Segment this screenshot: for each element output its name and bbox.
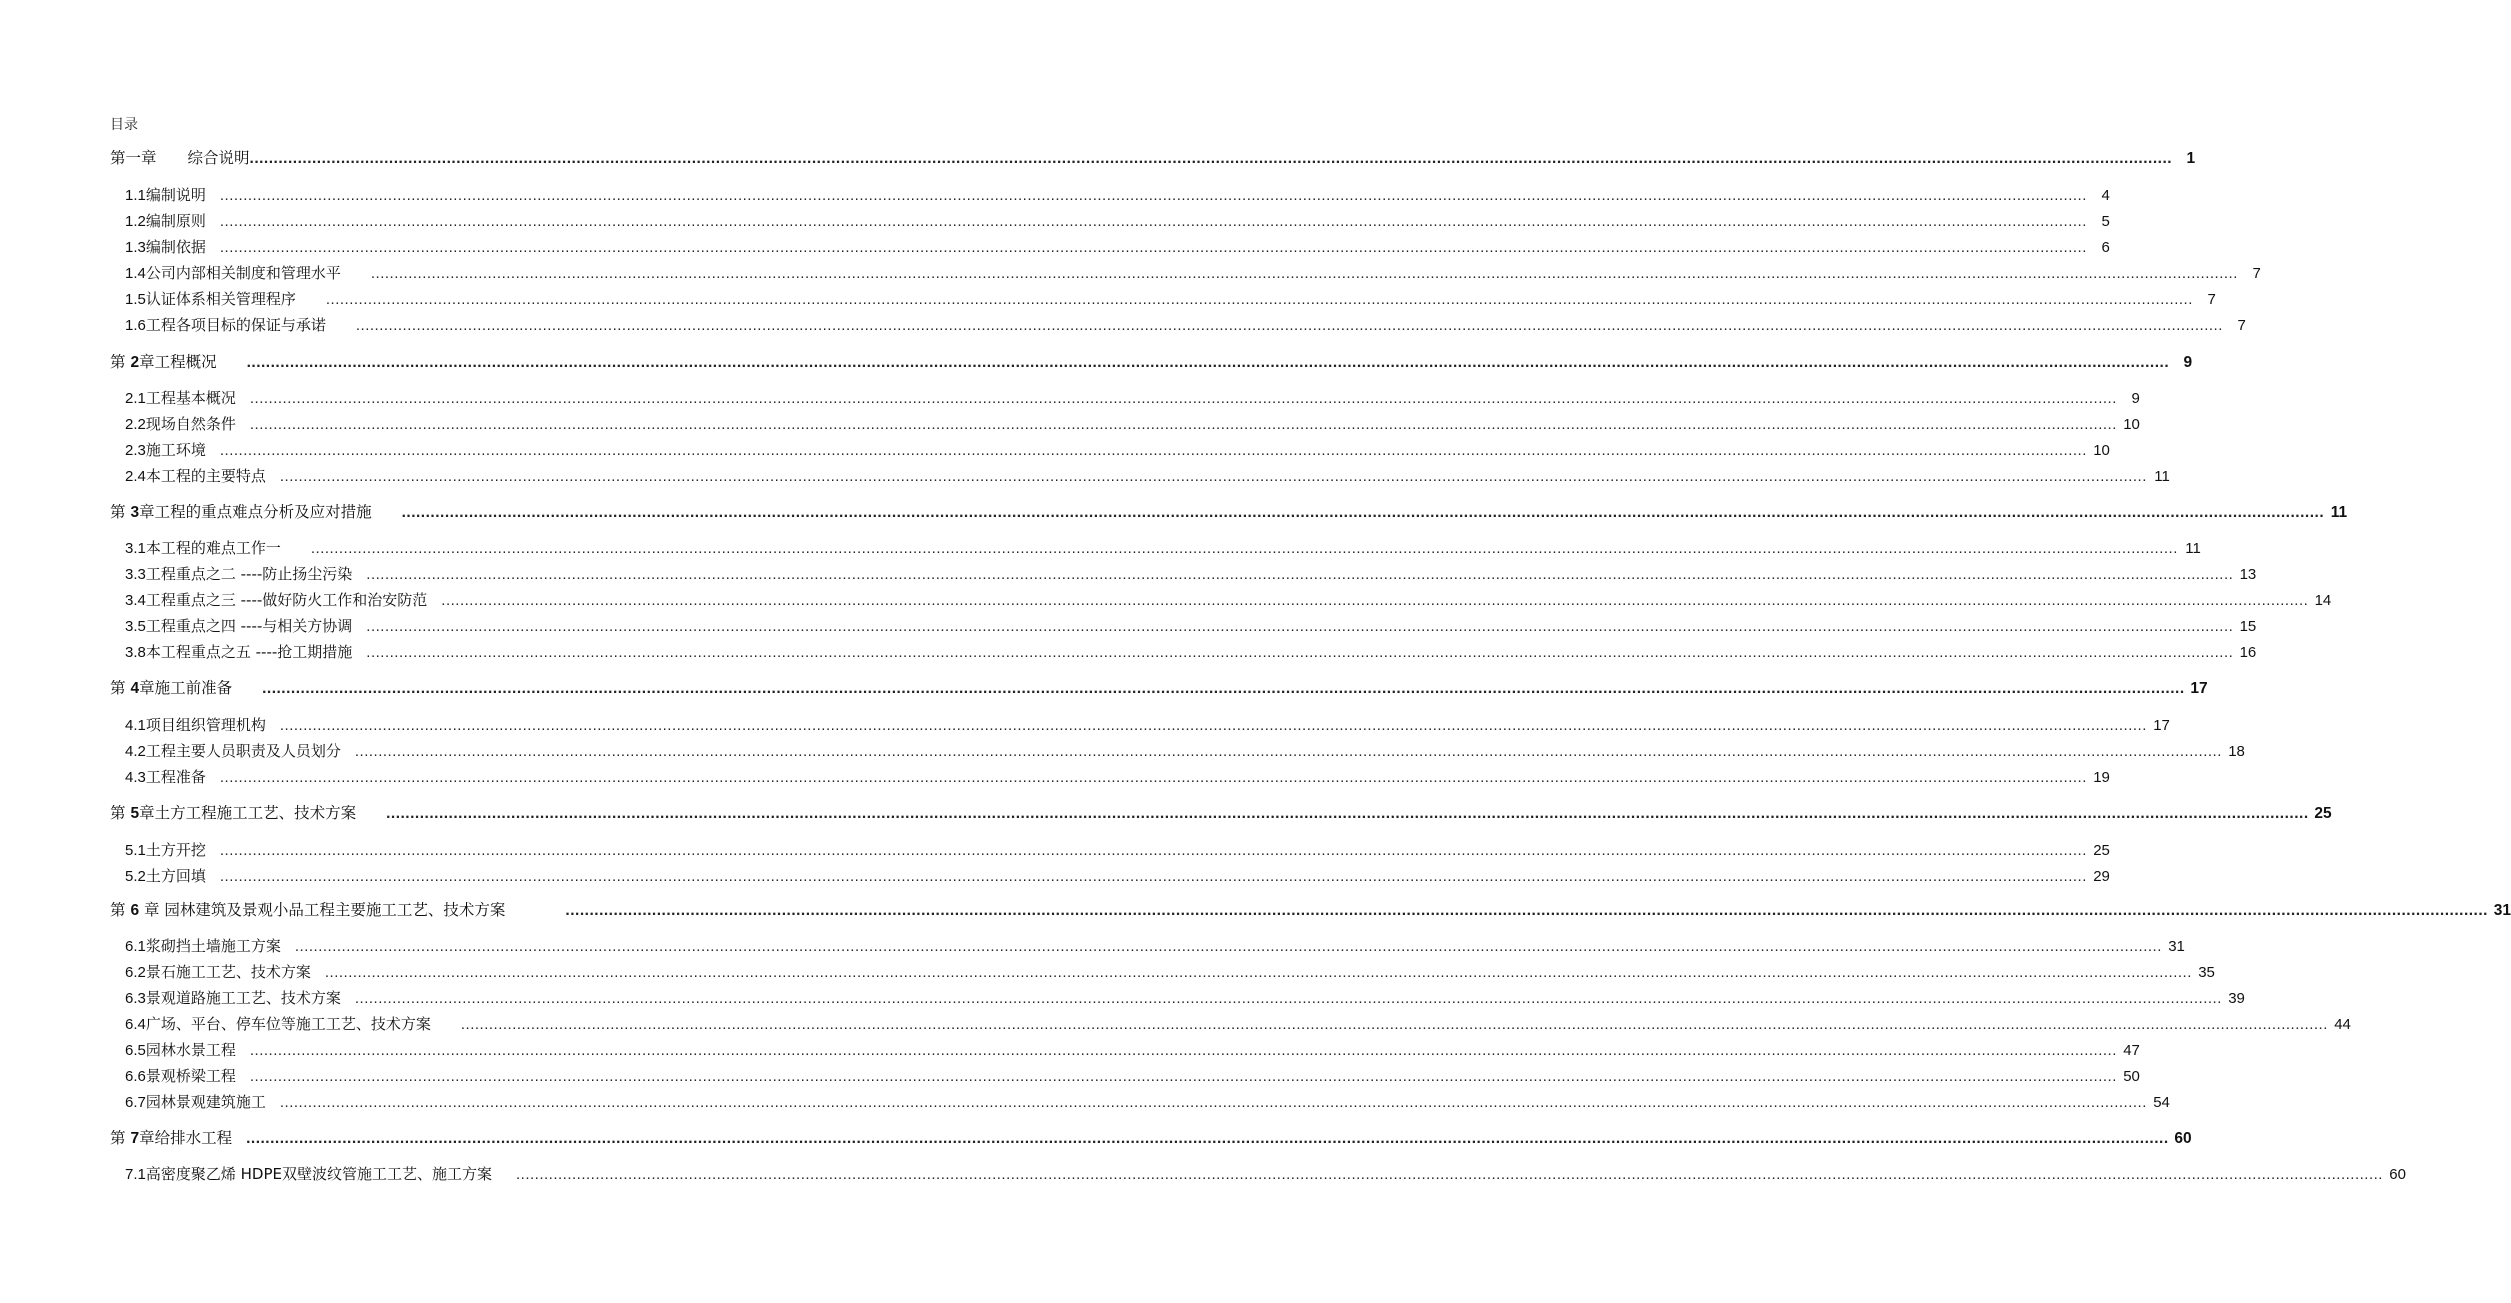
- toc-entry-number: 6.5: [125, 1042, 146, 1059]
- toc-entry-title: 施工环境: [145, 441, 206, 459]
- toc-page-number: 9: [2131, 390, 2140, 407]
- dot-leader: ................................................................................................................................................................................................................................................................................................................................................................................................................: [249, 1068, 2117, 1085]
- toc-entry-title: 项目组织管理机构: [145, 716, 266, 734]
- toc-entry-number: 2.3: [125, 442, 146, 459]
- toc-entry-label: [110, 148, 250, 168]
- toc-page-number: 11: [2330, 504, 2348, 521]
- toc-chapter-entry[interactable]: [110, 1128, 2192, 1148]
- toc-entry-number: 6.2: [125, 964, 146, 981]
- toc-chapter-entry[interactable]: [110, 900, 2511, 920]
- toc-page-number: 15: [2239, 618, 2257, 635]
- toc-entry-label: 第 7章给排水工程: [110, 1129, 233, 1147]
- dot-leader: ................................................................................................................................................................................................................................................................................................................................................................................................................: [279, 468, 2147, 485]
- toc-entry-number: 3.5: [125, 618, 146, 635]
- toc-entry-label: [125, 1164, 492, 1185]
- toc-page-number: 19: [2093, 769, 2110, 786]
- toc-entry-label: [125, 1014, 431, 1035]
- toc-page-number: 47: [2123, 1042, 2140, 1059]
- toc-section-entry[interactable]: [125, 289, 2216, 309]
- toc-heading: 目录: [110, 117, 138, 133]
- toc-entry-number: 1.6: [125, 317, 146, 334]
- toc-page-number: 17: [2190, 680, 2208, 697]
- dot-leader: ................................................................................................................................................................................................................................................................................................................................................................................................................: [279, 1094, 2147, 1111]
- dot-leader: ................................................................................................................................................................................................................................................................................................................................................................................................................: [460, 1016, 2328, 1033]
- toc-entry-number: 6.4: [125, 1016, 146, 1033]
- toc-entry-label: [125, 715, 266, 736]
- toc-entry-title: 土方开挖: [145, 841, 206, 859]
- toc-page-number: 25: [2093, 842, 2110, 859]
- toc-page-number: 39: [2228, 990, 2245, 1007]
- toc-section-entry[interactable]: [125, 741, 2245, 761]
- toc-section-entry[interactable]: [125, 1014, 2351, 1034]
- toc-chapter-entry[interactable]: [110, 502, 2348, 522]
- toc-page-number: 29: [2093, 868, 2110, 885]
- dot-leader: ................................................................................................................................................................................................................................................................................................................................................................................................................: [370, 265, 2238, 282]
- dot-leader: ................................................................................................................................................................................................................................................................................................................................................................................................................: [355, 317, 2223, 334]
- toc-entry-label: [125, 263, 341, 284]
- toc-section-entry[interactable]: [125, 1066, 2140, 1086]
- toc-entry-label: [125, 1040, 236, 1061]
- dot-leader: ................................................................................................................................................................................................................................................................................................................................................................................................................: [262, 680, 2185, 697]
- toc-section-entry[interactable]: [125, 1164, 2406, 1184]
- toc-page-number: 1: [2186, 150, 2196, 167]
- toc-entry-label: [125, 1092, 266, 1113]
- toc-entry-number: 4.1: [125, 717, 146, 734]
- toc-entry-number: 1.2: [125, 213, 146, 230]
- toc-entry-title: 工程各项目标的保证与承诺: [145, 316, 326, 334]
- toc-page-number: 4: [2101, 187, 2110, 204]
- toc-entry-label: [125, 616, 352, 637]
- toc-entry-label: [125, 866, 206, 887]
- toc-section-entry[interactable]: [125, 388, 2140, 408]
- toc-entry-label: [125, 440, 206, 461]
- toc-page-number: 6: [2101, 239, 2110, 256]
- toc-page-number: 18: [2228, 743, 2245, 760]
- toc-entry-title: 广场、平台、停车位等施工工艺、技术方案: [145, 1015, 431, 1033]
- dot-leader: ................................................................................................................................................................................................................................................................................................................................................................................................................: [310, 540, 2178, 557]
- toc-entry-label: [125, 315, 326, 336]
- dot-leader: ................................................................................................................................................................................................................................................................................................................................................................................................................: [219, 187, 2087, 204]
- toc-entry-number: 1.5: [125, 291, 146, 308]
- dot-leader: ................................................................................................................................................................................................................................................................................................................................................................................................................: [219, 842, 2087, 859]
- toc-entry-number: 4.2: [125, 743, 146, 760]
- dot-leader: ................................................................................................................................................................................................................................................................................................................................................................................................................: [354, 743, 2222, 760]
- toc-entry-number: 7: [130, 1130, 140, 1147]
- toc-entry-label: [125, 388, 236, 409]
- toc-entry-title: 工程主要人员职责及人员划分: [145, 742, 341, 760]
- toc-page-number: 14: [2314, 592, 2332, 609]
- toc-entry-label: [125, 185, 206, 206]
- toc-entry-number: 2.1: [125, 390, 146, 407]
- toc-entry-number: 5.1: [125, 842, 146, 859]
- toc-entry-title: 景观桥梁工程: [145, 1067, 236, 1085]
- toc-entry-title: 工程基本概况: [145, 389, 236, 407]
- dot-leader: ................................................................................................................................................................................................................................................................................................................................................................................................................: [386, 805, 2309, 822]
- dot-leader: ................................................................................................................................................................................................................................................................................................................................................................................................................: [366, 618, 2234, 635]
- toc-entry-title: 现场自然条件: [145, 415, 236, 433]
- toc-entry-title: 编制原则: [145, 212, 206, 230]
- toc-section-entry[interactable]: [125, 1040, 2140, 1060]
- toc-page-number: 31: [2168, 938, 2185, 955]
- dot-leader: ................................................................................................................................................................................................................................................................................................................................................................................................................: [366, 566, 2234, 583]
- toc-chapter-entry[interactable]: [110, 148, 2196, 168]
- toc-chapter-entry[interactable]: [110, 803, 2332, 823]
- toc-entry-label: [125, 767, 206, 788]
- toc-entry-number: 3.1: [125, 540, 146, 557]
- toc-page-number: 10: [2123, 416, 2140, 433]
- dot-leader: ................................................................................................................................................................................................................................................................................................................................................................................................................: [401, 504, 2325, 521]
- toc-entry-number: 6.6: [125, 1068, 146, 1085]
- dot-leader: ................................................................................................................................................................................................................................................................................................................................................................................................................: [294, 938, 2162, 955]
- toc-entry-title: 景观道路施工工艺、技术方案: [145, 989, 341, 1007]
- toc-page-number: 5: [2101, 213, 2110, 230]
- toc-page-number: 60: [2174, 1130, 2192, 1147]
- toc-section-entry[interactable]: [125, 564, 2257, 584]
- toc-entry-title: 认证体系相关管理程序: [145, 290, 296, 308]
- toc-entry-title: 本工程的主要特点: [145, 467, 266, 485]
- dot-leader: ................................................................................................................................................................................................................................................................................................................................................................................................................: [249, 390, 2117, 407]
- toc-entry-title: 第一章 综合说明: [110, 149, 250, 167]
- dot-leader: ................................................................................................................................................................................................................................................................................................................................................................................................................: [219, 442, 2087, 459]
- toc-section-entry[interactable]: [125, 538, 2201, 558]
- toc-entry-label: [125, 741, 341, 762]
- toc-entry-number: 1.4: [125, 265, 146, 282]
- dot-leader: ................................................................................................................................................................................................................................................................................................................................................................................................................: [565, 902, 2488, 919]
- toc-entry-number: 2.4: [125, 468, 146, 485]
- dot-leader: ................................................................................................................................................................................................................................................................................................................................................................................................................: [366, 644, 2234, 661]
- toc-entry-number: 3.4: [125, 592, 146, 609]
- toc-entry-title: 章工程概况: [139, 353, 217, 371]
- toc-entry-title: 园林水景工程: [145, 1041, 236, 1059]
- toc-page-number: 7: [2237, 317, 2246, 334]
- toc-page-number: 50: [2123, 1068, 2140, 1085]
- toc-entry-label: [125, 988, 341, 1009]
- toc-entry-label: [125, 642, 352, 663]
- toc-entry-label: [125, 538, 281, 559]
- toc-section-entry[interactable]: [125, 237, 2110, 257]
- toc-entry-title: 编制说明: [145, 186, 206, 204]
- toc-entry-number: 1.1: [125, 187, 146, 204]
- toc-section-entry[interactable]: [125, 715, 2170, 735]
- toc-entry-title: 公司内部相关制度和管理水平: [145, 264, 341, 282]
- toc-page-number: 13: [2239, 566, 2257, 583]
- toc-section-entry[interactable]: [125, 263, 2261, 283]
- toc-entry-number: 6: [130, 902, 140, 919]
- dot-leader: ................................................................................................................................................................................................................................................................................................................................................................................................................: [279, 717, 2147, 734]
- toc-page-number: 7: [2207, 291, 2216, 308]
- toc-entry-number: 3.8: [125, 644, 146, 661]
- dot-leader: ................................................................................................................................................................................................................................................................................................................................................................................................................: [219, 868, 2087, 885]
- toc-entry-number: 4: [130, 680, 140, 697]
- toc-section-entry[interactable]: [125, 414, 2140, 434]
- toc-entry-number: 6.1: [125, 938, 146, 955]
- toc-entry-number: 3.3: [125, 566, 146, 583]
- toc-entry-label: [125, 414, 236, 435]
- toc-entry-label: 第 2章工程概况: [110, 353, 217, 371]
- toc-section-entry[interactable]: [125, 962, 2215, 982]
- toc-entry-label: [125, 466, 266, 487]
- toc-entry-label: [125, 1066, 236, 1087]
- toc-page-number: 25: [2314, 805, 2332, 822]
- dot-leader: ................................................................................................................................................................................................................................................................................................................................................................................................................: [354, 990, 2222, 1007]
- toc-page-number: 9: [2183, 354, 2193, 371]
- toc-section-entry[interactable]: [125, 988, 2245, 1008]
- toc-section-entry[interactable]: [125, 642, 2257, 662]
- toc-entry-number: 7.1: [125, 1166, 146, 1183]
- toc-entry-title: 章给排水工程: [139, 1129, 233, 1147]
- dot-leader: ................................................................................................................................................................................................................................................................................................................................................................................................................: [246, 354, 2170, 371]
- toc-entry-title: 园林景观建筑施工: [145, 1093, 266, 1111]
- toc-chapter-entry[interactable]: [110, 352, 2193, 372]
- toc-page-number: 11: [2185, 540, 2201, 557]
- toc-section-entry[interactable]: [125, 466, 2170, 486]
- toc-entry-number: 2.2: [125, 416, 146, 433]
- toc-entry-label: [125, 289, 296, 310]
- toc-entry-label: [125, 564, 352, 585]
- toc-section-entry[interactable]: [125, 767, 2110, 787]
- dot-leader: ................................................................................................................................................................................................................................................................................................................................................................................................................: [249, 1042, 2117, 1059]
- toc-section-entry[interactable]: [125, 866, 2110, 886]
- toc-section-entry[interactable]: [125, 211, 2110, 231]
- toc-entry-title: 编制依据: [145, 238, 206, 256]
- toc-entry-title: 浆砌挡土墙施工方案: [145, 937, 281, 955]
- toc-entry-title: 工程准备: [145, 768, 206, 786]
- toc-entry-title: 章施工前准备: [139, 679, 233, 697]
- toc-page-number: 35: [2198, 964, 2215, 981]
- dot-leader: ................................................................................................................................................................................................................................................................................................................................................................................................................: [219, 239, 2087, 256]
- toc-section-entry[interactable]: [125, 936, 2185, 956]
- toc-page-number: 11: [2154, 468, 2170, 485]
- toc-entry-label: 第 5章土方工程施工工艺、技术方案: [110, 804, 357, 822]
- toc-entry-title: 高密度聚乙烯 HDPE双壁波纹管施工工艺、施工方案: [145, 1165, 492, 1183]
- toc-entry-label: [125, 936, 281, 957]
- toc-page-number: 7: [2252, 265, 2261, 282]
- toc-section-entry[interactable]: [125, 840, 2110, 860]
- toc-entry-title: 章工程的重点难点分析及应对措施: [139, 503, 372, 521]
- toc-page-number: 17: [2153, 717, 2170, 734]
- toc-entry-label: 第 4章施工前准备: [110, 679, 233, 697]
- toc-entry-label: [125, 211, 206, 232]
- toc-entry-number: 6.3: [125, 990, 146, 1007]
- toc-entry-title: 章 园林建筑及景观小品工程主要施工工艺、技术方案: [139, 901, 506, 919]
- dot-leader: ................................................................................................................................................................................................................................................................................................................................................................................................................: [325, 291, 2193, 308]
- toc-entry-label: [125, 840, 206, 861]
- toc-page-number: 31: [2493, 902, 2511, 919]
- toc-entry-number: 4.3: [125, 769, 146, 786]
- toc-section-entry[interactable]: [125, 440, 2110, 460]
- dot-leader: ................................................................................................................................................................................................................................................................................................................................................................................................................: [246, 1130, 2169, 1147]
- toc-entry-title: 景石施工工艺、技术方案: [145, 963, 311, 981]
- toc-entry-title: 土方回填: [145, 867, 206, 885]
- toc-section-entry[interactable]: [125, 185, 2110, 205]
- toc-entry-number: 1.3: [125, 239, 146, 256]
- dot-leader: ................................................................................................................................................................................................................................................................................................................................................................................................................: [515, 1166, 2383, 1183]
- toc-entry-label: [125, 590, 427, 611]
- toc-entry-title: 工程重点之三 ----做好防火工作和治安防范: [145, 591, 428, 609]
- toc-page-number: 44: [2334, 1016, 2351, 1033]
- toc-page-number: 60: [2389, 1166, 2406, 1183]
- toc-chapter-entry[interactable]: [110, 678, 2208, 698]
- dot-leader: ................................................................................................................................................................................................................................................................................................................................................................................................................: [324, 964, 2192, 981]
- toc-section-entry[interactable]: [125, 1092, 2170, 1112]
- dot-leader: ................................................................................................................................................................................................................................................................................................................................................................................................................: [219, 769, 2087, 786]
- toc-entry-label: 第 3章工程的重点难点分析及应对措施: [110, 503, 372, 521]
- dot-leader: ................................................................................................................................................................................................................................................................................................................................................................................................................: [219, 213, 2087, 230]
- toc-entry-number: 5: [130, 805, 140, 822]
- dot-leader: ................................................................................................................................................................................................................................................................................................................................................................................................................: [249, 150, 2173, 167]
- dot-leader: ................................................................................................................................................................................................................................................................................................................................................................................................................: [249, 416, 2117, 433]
- toc-entry-label: 第 6 章 园林建筑及景观小品工程主要施工工艺、技术方案: [110, 901, 506, 919]
- toc-section-entry[interactable]: [125, 315, 2246, 335]
- toc-entry-title: 工程重点之四 ----与相关方协调: [145, 617, 353, 635]
- toc-page-number: 16: [2239, 644, 2257, 661]
- dot-leader: ................................................................................................................................................................................................................................................................................................................................................................................................................: [441, 592, 2309, 609]
- toc-entry-number: 2: [130, 354, 140, 371]
- toc-entry-number: 3: [130, 504, 140, 521]
- toc-entry-label: [125, 962, 311, 983]
- toc-entry-number: 6.7: [125, 1094, 146, 1111]
- toc-section-entry[interactable]: [125, 590, 2332, 610]
- toc-entry-number: 5.2: [125, 868, 146, 885]
- toc-entry-title: 本工程的难点工作一: [145, 539, 281, 557]
- toc-page-number: 10: [2093, 442, 2110, 459]
- toc-page-number: 54: [2153, 1094, 2170, 1111]
- toc-entry-title: 工程重点之二 ----防止扬尘污染: [145, 565, 353, 583]
- toc-entry-title: 章土方工程施工工艺、技术方案: [139, 804, 357, 822]
- toc-section-entry[interactable]: [125, 616, 2257, 636]
- toc-entry-title: 本工程重点之五 ----抢工期措施: [145, 643, 353, 661]
- toc-entry-label: [125, 237, 206, 258]
